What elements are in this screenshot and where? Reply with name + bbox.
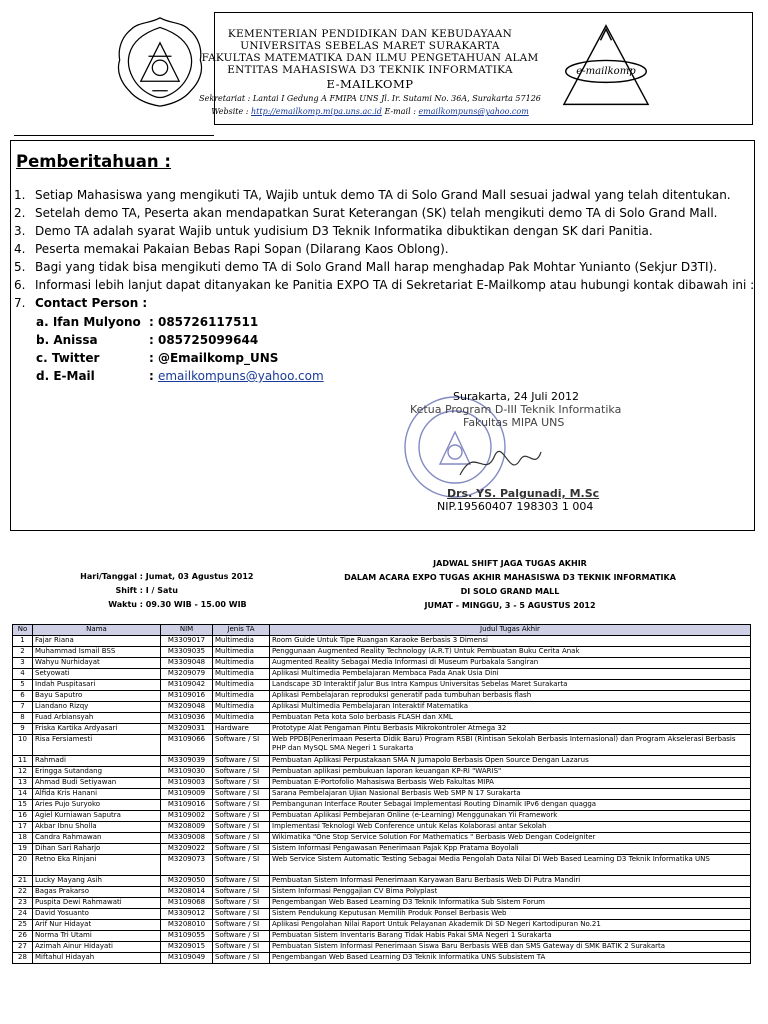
row-nim: M3209073 xyxy=(161,855,213,876)
row-no: 18 xyxy=(13,833,33,844)
row-type: Software / SI xyxy=(213,822,270,833)
row-type: Software / SI xyxy=(213,767,270,778)
row-name: Aries Pujo Suryoko xyxy=(33,800,161,811)
contact-email-link[interactable]: emailkompuns@yahoo.com xyxy=(157,369,324,383)
row-no: 15 xyxy=(13,800,33,811)
row-no: 12 xyxy=(13,767,33,778)
website-link[interactable]: http://emailkomp.mipa.uns.ac.id xyxy=(251,107,382,116)
row-name: Rahmadi xyxy=(33,756,161,767)
row-name: Fajar Riana xyxy=(33,636,161,647)
row-no: 26 xyxy=(13,931,33,942)
row-name: David Yosuanto xyxy=(33,909,161,920)
row-nim: M3209015 xyxy=(161,942,213,953)
row-title: Prototype Alat Pengaman Pintu Berbasis Mikrokontroler Atmega 32 xyxy=(270,724,751,735)
row-type: Software / SI xyxy=(213,876,270,887)
table-header-row xyxy=(13,625,751,636)
table-row xyxy=(13,702,751,713)
row-type: Software / SI xyxy=(213,756,270,767)
row-title: Aplikasi Multimedia Pembelajaran Interaktif Matematika xyxy=(270,702,751,713)
row-title: Aplikasi Pengolahan Nilai Raport Untuk Pelayanan Akademik Di SD Negeri Kartodipuran No.21 xyxy=(270,920,751,931)
row-no: 21 xyxy=(13,876,33,887)
row-type: Multimedia xyxy=(213,669,270,680)
row-name: Miftahul Hidayah xyxy=(33,953,161,964)
row-name: Fuad Arbiansyah xyxy=(33,713,161,724)
notice-item: 5. Bagi yang tidak bisa mengikuti demo TA di Solo Grand Mall harap menghadap Pak Mohtar Yunianto (Sekjur D3TI). xyxy=(14,260,718,274)
row-nim: M3109068 xyxy=(161,898,213,909)
row-type: Software / SI xyxy=(213,778,270,789)
notice-item: 2. Setelah demo TA, Peserta akan mendapatkan Surat Keterangan (SK) telah mengikuti demo TA di Solo Grand Mall. xyxy=(14,206,718,220)
row-name: Arif Nur Hidayat xyxy=(33,920,161,931)
row-nim: M3209050 xyxy=(161,876,213,887)
table-row xyxy=(13,855,751,876)
row-title: Sistem Informasi Penggajian CV Bima Polyplast xyxy=(270,887,751,898)
table-row xyxy=(13,713,751,724)
faculty-name: FAKULTAS MATEMATIKA DAN ILMU PENGETAHUAN ALAM xyxy=(201,52,539,64)
table-row xyxy=(13,931,751,942)
row-no: 28 xyxy=(13,953,33,964)
table-row xyxy=(13,680,751,691)
row-no: 5 xyxy=(13,680,33,691)
table-body xyxy=(13,636,751,964)
row-title: Landscape 3D Interaktif Jalur Bus Intra Kampus Universitas Sebelas Maret Surakarta xyxy=(270,680,751,691)
row-no: 22 xyxy=(13,887,33,898)
meta-date: Hari/Tanggal : Jumat, 03 Agustus 2012 xyxy=(80,572,254,581)
row-name: Wahyu Nurhidayat xyxy=(33,658,161,669)
table-row xyxy=(13,789,751,800)
row-nim: M3109002 xyxy=(161,811,213,822)
contact-ifan: a. Ifan Mulyono : 085726117511 xyxy=(36,315,259,329)
row-title: Sistem Pendukung Keputusan Memilih Produk Ponsel Berbasis Web xyxy=(270,909,751,920)
row-name: Dihan Sari Raharjo xyxy=(33,844,161,855)
signature-scribble-icon xyxy=(455,440,545,485)
row-title: Wikimatika "One Stop Service Solution For Mathematics " Berbasis Web Dengan Codeigniter xyxy=(270,833,751,844)
row-nim: M3208010 xyxy=(161,920,213,931)
row-type: Software / SI xyxy=(213,844,270,855)
row-title: Pembuatan Peta kota Solo berbasis FLASH dan XML xyxy=(270,713,751,724)
row-title: Pembuatan Aplikasi Pembejaran Online (e-Learning) Menggunakan Yii Framework xyxy=(270,811,751,822)
row-no: 16 xyxy=(13,811,33,822)
row-name: Puspita Dewi Rahmawati xyxy=(33,898,161,909)
row-no: 27 xyxy=(13,942,33,953)
row-type: Software / SI xyxy=(213,811,270,822)
row-title: Sarana Pembelajaran Ujian Nasional Berbasis Web SMP N 17 Surakarta xyxy=(270,789,751,800)
row-name: Azimah Ainur Hidayati xyxy=(33,942,161,953)
row-nim: M3309012 xyxy=(161,909,213,920)
meta-time: Waktu : 09.30 WIB - 15.00 WIB xyxy=(108,600,247,609)
table-row xyxy=(13,691,751,702)
row-nim: M3309039 xyxy=(161,756,213,767)
notice-item: 6. Informasi lebih lanjut dapat ditanyakan ke Panitia EXPO TA di Sekretariat E-Mailkomp atau hubungi kontak dibawah ini : xyxy=(14,278,755,292)
row-type: Multimedia xyxy=(213,658,270,669)
table-row xyxy=(13,756,751,767)
row-no: 11 xyxy=(13,756,33,767)
table-row xyxy=(13,724,751,735)
row-name: Muhammad Ismail BSS xyxy=(33,647,161,658)
row-name: Bagas Prakarso xyxy=(33,887,161,898)
header-nim: NIM xyxy=(161,625,213,636)
contact-anissa: b. Anissa : 085725099644 xyxy=(36,333,259,347)
header-type: Jenis TA xyxy=(213,625,270,636)
table-row xyxy=(13,833,751,844)
row-name: Liandano Rizqy xyxy=(33,702,161,713)
table-row xyxy=(13,844,751,855)
row-nim: M3109016 xyxy=(161,800,213,811)
row-nim: M3209079 xyxy=(161,669,213,680)
contact-line xyxy=(190,107,550,116)
row-nim: M3309035 xyxy=(161,647,213,658)
table-row xyxy=(13,942,751,953)
emailkomp-logo-icon xyxy=(560,22,652,108)
row-type: Software / SI xyxy=(213,898,270,909)
row-no: 6 xyxy=(13,691,33,702)
notice-item: 3. Demo TA adalah syarat Wajib untuk yudisium D3 Teknik Informatika dibuktikan dengan SK dari Panitia. xyxy=(14,224,653,238)
row-type: Multimedia xyxy=(213,680,270,691)
row-type: Hardware xyxy=(213,724,270,735)
row-nim: M3209048 xyxy=(161,702,213,713)
row-title: Pembuatan Sistem Informasi Penerimaan Siswa Baru Berbasis WEB dan SMS Gateway di SMK BATIK 2 Surakarta xyxy=(270,942,751,953)
row-nim: M3109016 xyxy=(161,691,213,702)
row-type: Software / SI xyxy=(213,887,270,898)
row-name: Indah Puspitasari xyxy=(33,680,161,691)
row-name: Lucky Mayang Asih xyxy=(33,876,161,887)
table-row xyxy=(13,909,751,920)
row-nim: M3309017 xyxy=(161,636,213,647)
contact-twitter: c. Twitter : @Emailkomp_UNS xyxy=(36,351,279,365)
notice-item: 4. Peserta memakai Pakaian Bebas Rapi Sopan (Dilarang Kaos Oblong). xyxy=(14,242,449,256)
row-nim: M3109042 xyxy=(161,680,213,691)
row-type: Software / SI xyxy=(213,800,270,811)
row-no: 25 xyxy=(13,920,33,931)
row-type: Software / SI xyxy=(213,735,270,756)
row-no: 13 xyxy=(13,778,33,789)
table-row xyxy=(13,735,751,756)
table-row xyxy=(13,898,751,909)
notice-title: Pemberitahuan : xyxy=(16,152,172,171)
row-name: Alfida Kris Hanani xyxy=(33,789,161,800)
row-title: Sistem Informasi Pengawasan Penerimaan Pajak Kpp Pratama Boyolali xyxy=(270,844,751,855)
schedule-title: JADWAL SHIFT JAGA TUGAS AKHIR xyxy=(433,559,587,568)
row-type: Software / SI xyxy=(213,909,270,920)
row-no: 20 xyxy=(13,855,33,876)
row-title: Aplikasi Multimedia Pembelajaran Membaca Pada Anak Usia Dini xyxy=(270,669,751,680)
row-name: Retno Eka Rinjani xyxy=(33,855,161,876)
row-no: 2 xyxy=(13,647,33,658)
table-row xyxy=(13,953,751,964)
row-nim: M3109066 xyxy=(161,735,213,756)
row-type: Software / SI xyxy=(213,953,270,964)
website-label: Website : xyxy=(211,107,252,116)
table-row xyxy=(13,876,751,887)
row-type: Software / SI xyxy=(213,931,270,942)
row-no: 4 xyxy=(13,669,33,680)
schedule-subtitle: DALAM ACARA EXPO TUGAS AKHIR MAHASISWA D3 TEKNIK INFORMATIKA xyxy=(344,573,676,582)
row-type: Multimedia xyxy=(213,647,270,658)
row-nim: M3109049 xyxy=(161,953,213,964)
row-title: Implementasi Teknologi Web Conference untuk Kelas Kolaborasi antar Sekolah xyxy=(270,822,751,833)
row-no: 7 xyxy=(13,702,33,713)
row-nim: M3109009 xyxy=(161,789,213,800)
university-name: UNIVERSITAS SEBELAS MARET SURAKARTA xyxy=(240,40,500,52)
row-title: Pembuatan Sistem Inventaris Barang Tidak Habis Pakai SMA Negeri 1 Surakarta xyxy=(270,931,751,942)
signatory-nip: NIP.19560407 198303 1 004 xyxy=(437,500,594,513)
table-row xyxy=(13,811,751,822)
row-name: Ahmad Budi Setiyawan xyxy=(33,778,161,789)
logo-right-text: e-mailkomp xyxy=(576,66,636,78)
email-label: E-mail : xyxy=(381,107,419,116)
row-no: 8 xyxy=(13,713,33,724)
row-no: 9 xyxy=(13,724,33,735)
row-type: Software / SI xyxy=(213,833,270,844)
table-row xyxy=(13,887,751,898)
table-row xyxy=(13,658,751,669)
signature-role: Ketua Program D-III Teknik Informatika xyxy=(410,403,622,416)
row-type: Software / SI xyxy=(213,920,270,931)
row-no: 10 xyxy=(13,735,33,756)
signature-place-date: Surakarta, 24 Juli 2012 xyxy=(453,390,580,403)
row-title: Pembuatan Aplikasi Perpustakaan SMA N Jumapolo Berbasis Open Source Dengan Lazarus xyxy=(270,756,751,767)
row-name: Setyowati xyxy=(33,669,161,680)
row-nim: M3109036 xyxy=(161,713,213,724)
schedule-venue: DI SOLO GRAND MALL xyxy=(460,587,560,596)
signatory-name: Drs. YS. Palgunadi, M.Sc xyxy=(447,487,600,500)
row-type: Multimedia xyxy=(213,691,270,702)
row-no: 17 xyxy=(13,822,33,833)
row-name: Norma Tri Utami xyxy=(33,931,161,942)
table-row xyxy=(13,822,751,833)
schedule-table xyxy=(12,624,751,964)
ministry-name: KEMENTERIAN PENDIDIKAN DAN KEBUDAYAAN xyxy=(227,28,513,40)
row-title: Web PPDB(Penerimaan Peserta Didik Baru) Program RSBI (Rintisan Sekolah Berbasis Internasional) dan Program Akselerasi Berbasis PHP dan MySQL SMA Negeri 1 Surakarta xyxy=(270,735,751,756)
secretariat-address: Sekretariat : Lantai I Gedung A FMIPA UNS Jl. Ir. Sutami No. 36A, Surakarta 57126 xyxy=(199,94,541,103)
table-row xyxy=(13,669,751,680)
row-title: Room Guide Untuk Tipe Ruangan Karaoke Berbasis 3 Dimensi xyxy=(270,636,751,647)
row-title: Pembangunan Interface Router Sebagai Implementasi Routing Dinamik IPv6 dengan quagga xyxy=(270,800,751,811)
row-name: Friska Kartika Ardyasari xyxy=(33,724,161,735)
row-title: Augmented Reality Sebagai Media Informasi di Museum Purbakala Sangiran xyxy=(270,658,751,669)
row-type: Software / SI xyxy=(213,789,270,800)
table-row xyxy=(13,636,751,647)
schedule-dates: JUMAT - MINGGU, 3 - 5 AGUSTUS 2012 xyxy=(424,601,596,610)
row-name: Akbar Ibnu Sholla xyxy=(33,822,161,833)
table-row xyxy=(13,920,751,931)
header-title: Judul Tugas Akhir xyxy=(270,625,751,636)
row-name: Eringga Sutandang xyxy=(33,767,161,778)
row-nim: M3109030 xyxy=(161,767,213,778)
email-link[interactable]: emailkompuns@yahoo.com xyxy=(418,107,529,116)
header-no: No xyxy=(13,625,33,636)
row-type: Multimedia xyxy=(213,636,270,647)
row-title: Pembuatan Sistem Informasi Penerimaan Karyawan Baru Berbasis Web Di Putra Mandiri xyxy=(270,876,751,887)
row-no: 3 xyxy=(13,658,33,669)
table-row xyxy=(13,800,751,811)
row-no: 14 xyxy=(13,789,33,800)
row-type: Multimedia xyxy=(213,702,270,713)
row-nim: M3208014 xyxy=(161,887,213,898)
row-title: Pembuatan aplikasi pembukuan laporan keuangan KP-RI "WARIS" xyxy=(270,767,751,778)
row-name: Agiel Kurniawan Saputra xyxy=(33,811,161,822)
row-nim: M3109055 xyxy=(161,931,213,942)
row-no: 1 xyxy=(13,636,33,647)
row-type: Multimedia xyxy=(213,713,270,724)
meta-shift: Shift : I / Satu xyxy=(115,586,178,595)
row-nim: M3309008 xyxy=(161,833,213,844)
row-name: Bayu Saputro xyxy=(33,691,161,702)
row-title: Pengembangan Web Based Learning D3 Teknik Informatika Sub Sistem Forum xyxy=(270,898,751,909)
row-nim: M3208009 xyxy=(161,822,213,833)
table-row xyxy=(13,778,751,789)
row-name: Risa Fersiamesti xyxy=(33,735,161,756)
signature-faculty: Fakultas MIPA UNS xyxy=(463,416,565,429)
row-type: Software / SI xyxy=(213,855,270,876)
row-no: 19 xyxy=(13,844,33,855)
row-nim: M3209031 xyxy=(161,724,213,735)
table-row xyxy=(13,767,751,778)
row-name: Candra Rahmawan xyxy=(33,833,161,844)
row-nim: M3309048 xyxy=(161,658,213,669)
notice-item: 1. Setiap Mahasiswa yang mengikuti TA, Wajib untuk demo TA di Solo Grand Mall sesuai jadwal yang telah ditentukan. xyxy=(14,188,731,202)
row-title: Pembuatan E-Portofolio Mahasiswa Berbasis Web Fakultas MIPA xyxy=(270,778,751,789)
entity-name: ENTITAS MAHASISWA D3 TEKNIK INFORMATIKA xyxy=(227,64,513,76)
contact-email: d. E-Mail : emailkompuns@yahoo.com xyxy=(36,369,324,383)
row-title: Penggunaan Augmented Reality Technology (A.R.T) Untuk Pembuatan Buku Cerita Anak xyxy=(270,647,751,658)
row-no: 23 xyxy=(13,898,33,909)
table-row xyxy=(13,647,751,658)
row-title: Web Service Sistem Automatic Testing Sebagai Media Pengolah Data Nilai Di Web Based Learning D3 Teknik Informatika UNS xyxy=(270,855,751,876)
notice-item: 7. Contact Person : xyxy=(14,296,148,310)
header-divider xyxy=(14,135,214,136)
header-name: Nama xyxy=(33,625,161,636)
row-nim: M3209022 xyxy=(161,844,213,855)
row-type: Software / SI xyxy=(213,942,270,953)
row-title: Aplikasi Pembelajaran reproduksi generatif pada tumbuhan berbasis flash xyxy=(270,691,751,702)
row-no: 24 xyxy=(13,909,33,920)
row-title: Pengembangan Web Based Learning D3 Teknik Informatika UNS Subsistem TA xyxy=(270,953,751,964)
organization-name: E-MAILKOMP xyxy=(326,77,414,91)
row-nim: M3109003 xyxy=(161,778,213,789)
